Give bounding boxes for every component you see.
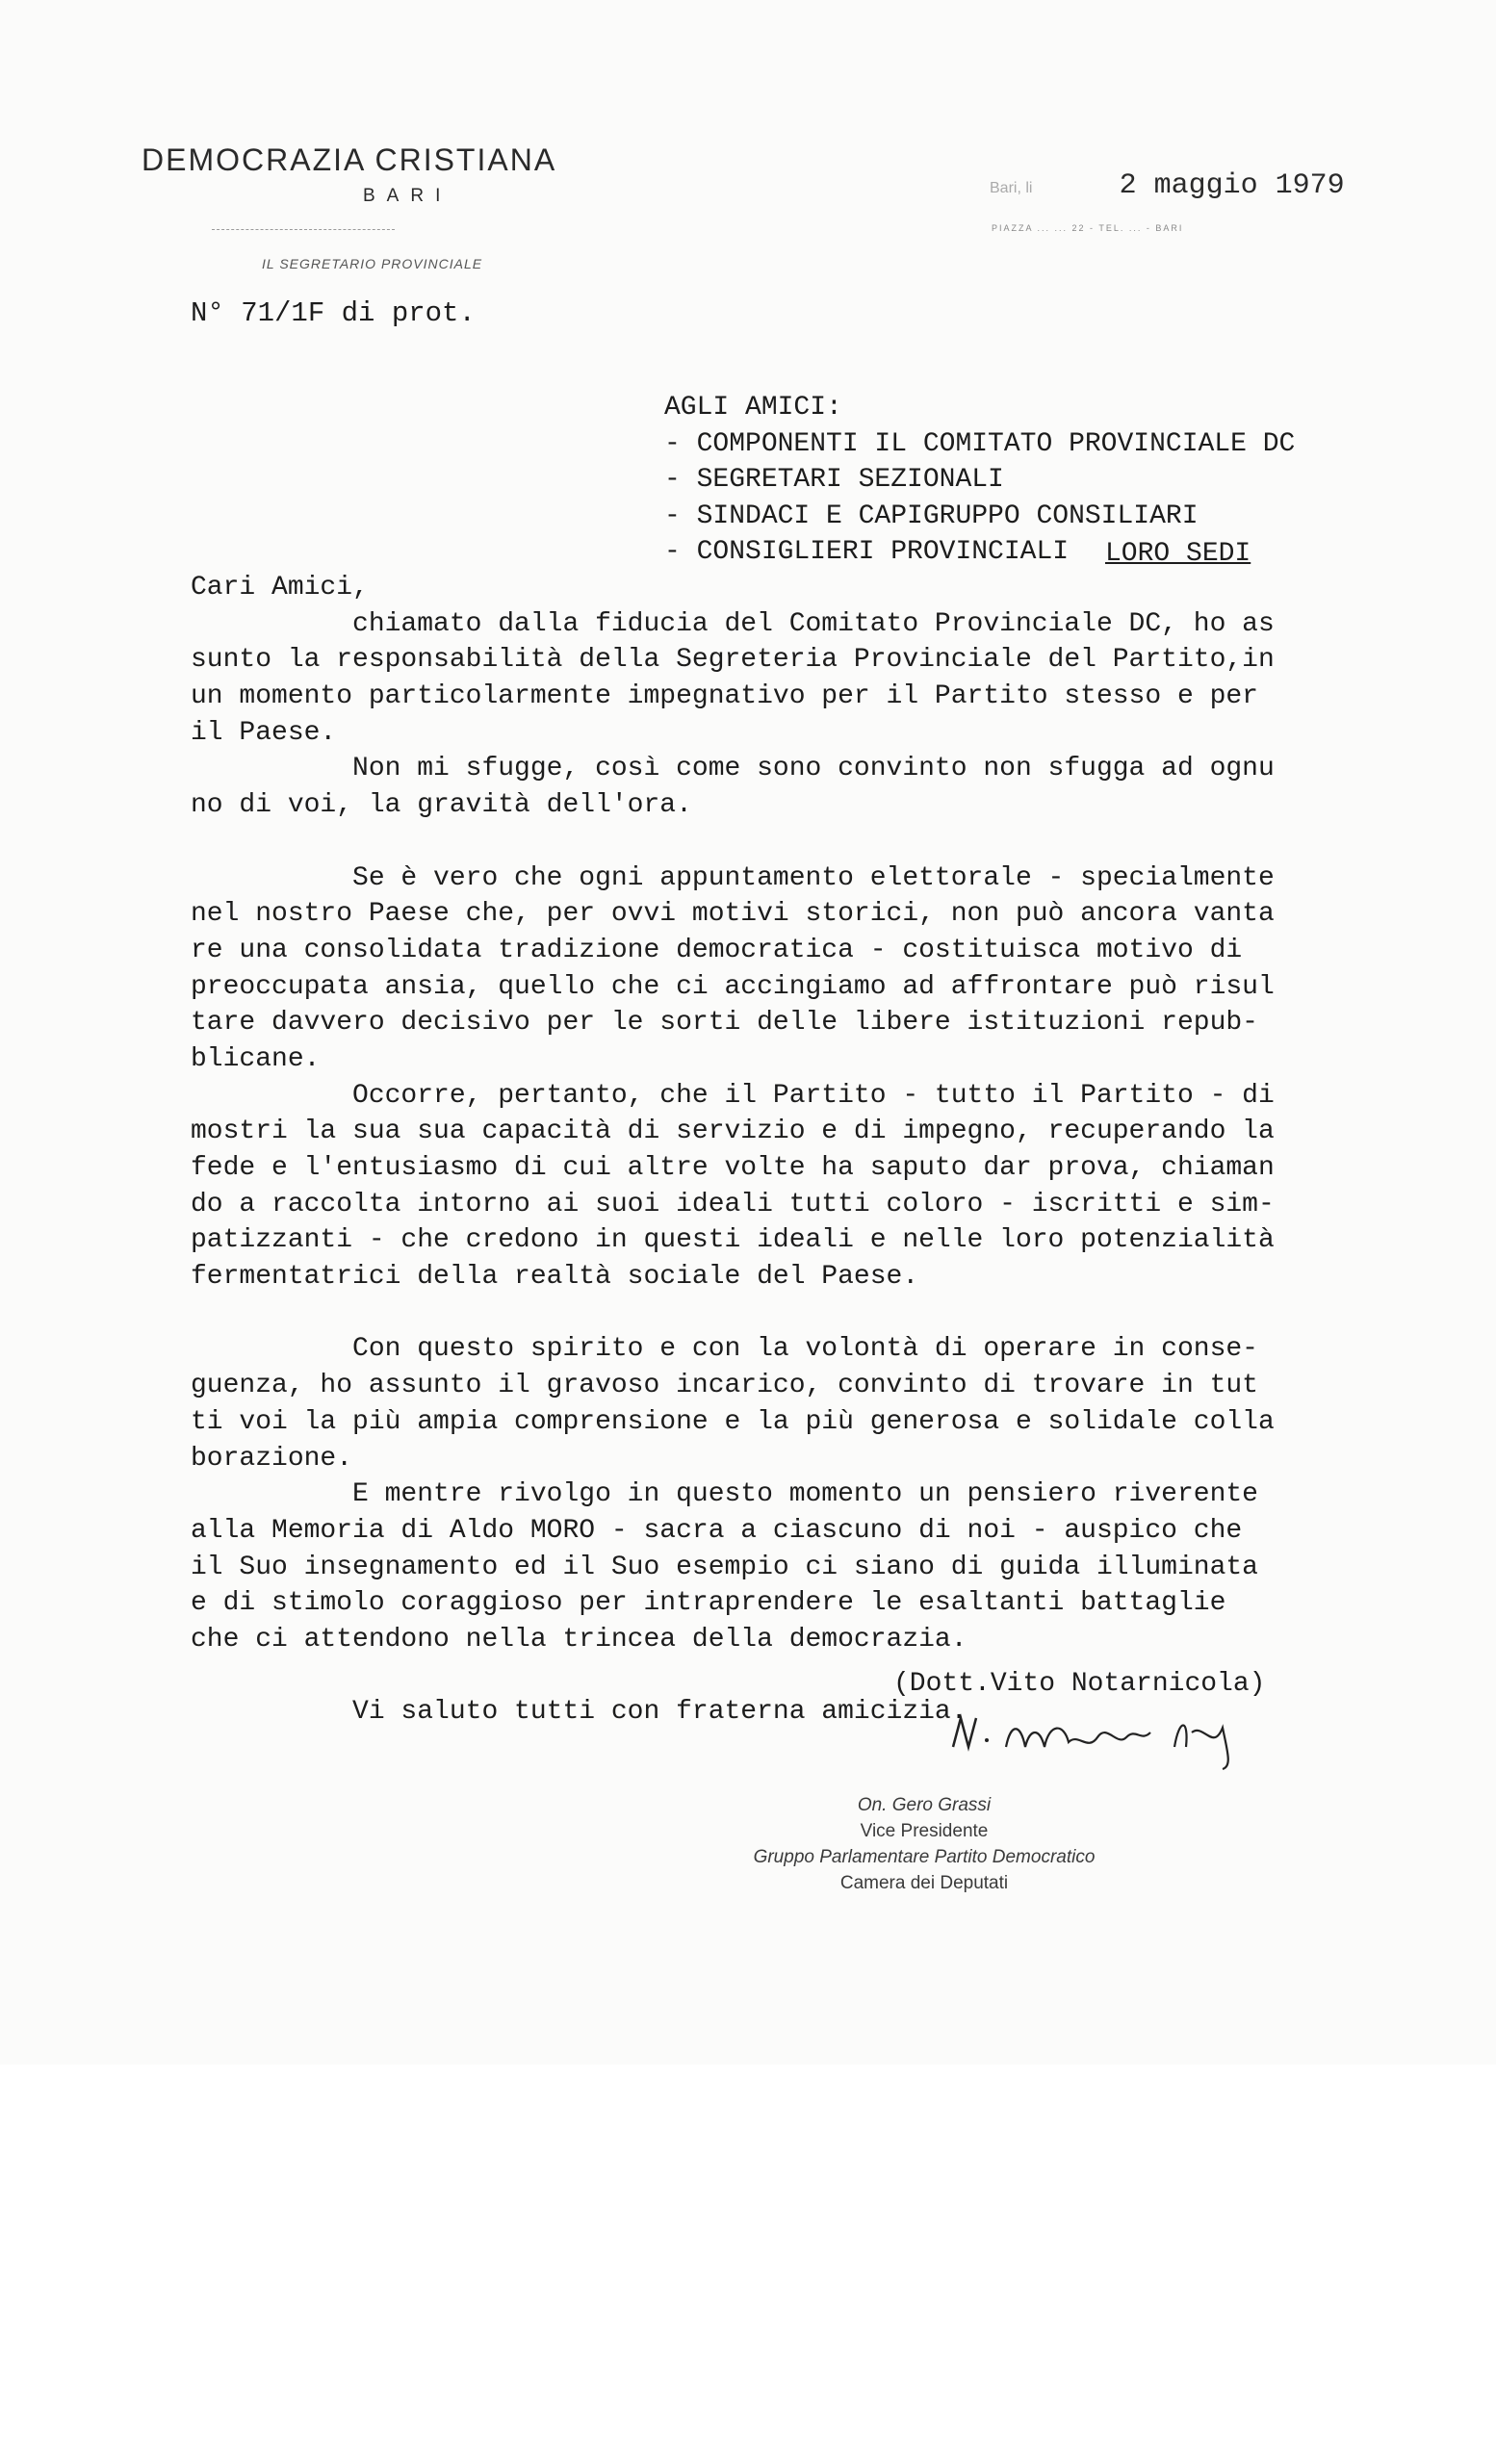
body-line: fermentatrici della realtà sociale del Paese. xyxy=(191,1262,919,1293)
body-line: preoccupata ansia, quello che ci accingiamo ad affrontare può risul xyxy=(191,971,1275,1002)
body-line: patizzanti - che credono in questi ideali e nelle loro potenzialità xyxy=(191,1225,1275,1256)
letterhead-rule xyxy=(212,229,395,230)
recipient-line: - SINDACI E CAPIGRUPPO CONSILIARI xyxy=(664,500,1199,531)
body-line: Con questo spirito e con la volontà di operare in conse- xyxy=(191,1334,1258,1365)
office-title: IL SEGRETARIO PROVINCIALE xyxy=(262,256,483,271)
body-line: ti voi la più ampia comprensione e la più generosa e solidale colla xyxy=(191,1406,1275,1437)
body-line: E mentre rivolgo in questo momento un pensiero riverente xyxy=(191,1479,1258,1510)
date-block xyxy=(990,169,1345,202)
letterhead-address: PIAZZA ... ... 22 - TEL. ... - BARI xyxy=(992,223,1184,233)
body-line: il Suo insegnamento ed il Suo esempio ci siano di guida illuminata xyxy=(191,1552,1258,1582)
body-line: un momento particolarmente impegnativo per il Partito stesso e per xyxy=(191,681,1258,712)
body-line: do a raccolta intorno ai suoi ideali tutti coloro - iscritti e sim- xyxy=(191,1189,1275,1219)
body-line: blicane. xyxy=(191,1043,321,1074)
body-line: Occorre, pertanto, che il Partito - tutto il Partito - di xyxy=(191,1080,1275,1111)
body-line: nel nostro Paese che, per ovvi motivi storici, non può ancora vanta xyxy=(191,899,1275,930)
body-line: alla Memoria di Aldo MORO - sacra a ciascuno di noi - auspico che xyxy=(191,1515,1243,1546)
recipient-line: AGLI AMICI: xyxy=(664,393,842,423)
body-line: Non mi sfugge, così come sono convinto non sfugga ad ognu xyxy=(191,754,1275,784)
organization-name: DEMOCRAZIA CRISTIANA xyxy=(142,142,557,177)
body-line: no di voi, la gravità dell'ora. xyxy=(191,790,692,821)
body-line: fede e l'entusiasmo di cui altre volte ha saputo dar prova, chiaman xyxy=(191,1153,1275,1183)
attribution-stamp xyxy=(674,1792,1174,1896)
protocol-number: N° 71/1F di prot. xyxy=(191,297,476,329)
body-line: e di stimolo coraggioso per intraprendere le esaltanti battaglie xyxy=(191,1588,1226,1619)
body-line: guenza, ho assunto il gravoso incarico, convinto di trovare in tut xyxy=(191,1371,1258,1401)
body-line: che ci attendono nella trincea della democrazia. xyxy=(191,1624,967,1655)
signatory-name: (Dott.Vito Notarnicola) xyxy=(893,1669,1266,1699)
body-line: chiamato dalla fiducia del Comitato Provinciale DC, ho as xyxy=(191,608,1275,639)
place-label: Bari, li xyxy=(990,180,1033,196)
letter-date: 2 maggio 1979 xyxy=(1119,169,1345,202)
body-line: Vi saluto tutti con fraterna amicizia. xyxy=(191,1697,967,1728)
recipient-line: - SEGRETARI SEZIONALI xyxy=(664,465,1004,495)
stamp-role: Vice Presidente xyxy=(860,1821,989,1841)
body-line xyxy=(191,824,1365,860)
loro-sedi: LORO SEDI xyxy=(1105,539,1251,569)
body-line: borazione. xyxy=(191,1443,353,1474)
recipient-line: - COMPONENTI IL COMITATO PROVINCIALE DC xyxy=(664,428,1296,459)
letter-body xyxy=(191,570,1365,1731)
body-line: Cari Amici, xyxy=(191,573,369,603)
body-line: il Paese. xyxy=(191,717,337,748)
recipient-line: - CONSIGLIERI PROVINCIALI xyxy=(664,537,1070,567)
body-line: tare davvero decisivo per le sorti delle libere istituzioni repub- xyxy=(191,1008,1258,1039)
handwritten-signature xyxy=(934,1694,1261,1771)
stamp-name: On. Gero Grassi xyxy=(857,1795,992,1815)
stamp-group: Gruppo Parlamentare Partito Democratico xyxy=(753,1847,1096,1867)
organization-city: BARI xyxy=(363,186,452,206)
body-line: Se è vero che ogni appuntamento elettorale - specialmente xyxy=(191,862,1275,893)
letterhead xyxy=(142,142,556,207)
body-line: mostri la sua sua capacità di servizio e di impegno, recuperando la xyxy=(191,1116,1275,1147)
body-line: sunto la responsabilità della Segreteria Provinciale del Partito,in xyxy=(191,645,1275,676)
body-line: re una consolidata tradizione democratica - costituisca motivo di xyxy=(191,935,1243,965)
body-line xyxy=(191,1296,1365,1332)
stamp-chamber: Camera dei Deputati xyxy=(839,1873,1009,1893)
